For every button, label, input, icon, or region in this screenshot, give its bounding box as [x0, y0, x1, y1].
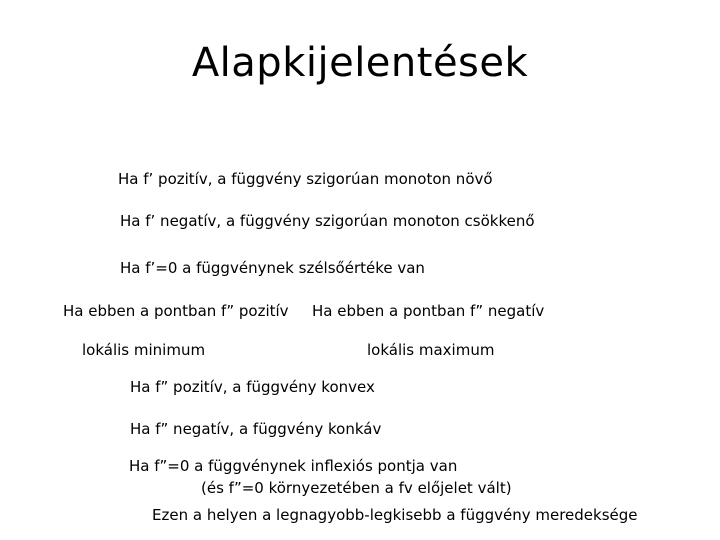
statement-second-derivative-negative: Ha f” negatív, a függvény konkáv: [130, 420, 382, 438]
slide-title: Alapkijelentések: [191, 40, 529, 86]
statement-second-positive-at-point: Ha ebben a pontban f” pozitív: [63, 302, 289, 320]
statement-first-derivative-negative: Ha f’ negatív, a függvény szigorúan monoton csökkenő: [120, 212, 535, 230]
note-sign-change: (és f”=0 környezetében a fv előjelet vált): [201, 479, 512, 497]
statement-first-derivative-zero: Ha f’=0 a függvénynek szélsőértéke van: [120, 259, 425, 277]
statement-second-derivative-zero: Ha f”=0 a függvénynek inflexiós pontja van: [129, 457, 458, 475]
statement-first-derivative-positive: Ha f’ pozitív, a függvény szigorúan monoton növő: [118, 170, 493, 188]
note-steepest-slope: Ezen a helyen a legnagyobb-legkisebb a függvény meredeksége: [152, 506, 638, 524]
result-local-minimum: lokális minimum: [82, 341, 206, 359]
statement-second-derivative-positive: Ha f” pozitív, a függvény konvex: [130, 378, 375, 396]
result-local-maximum: lokális maximum: [367, 341, 495, 359]
statement-second-negative-at-point: Ha ebben a pontban f” negatív: [312, 302, 545, 320]
